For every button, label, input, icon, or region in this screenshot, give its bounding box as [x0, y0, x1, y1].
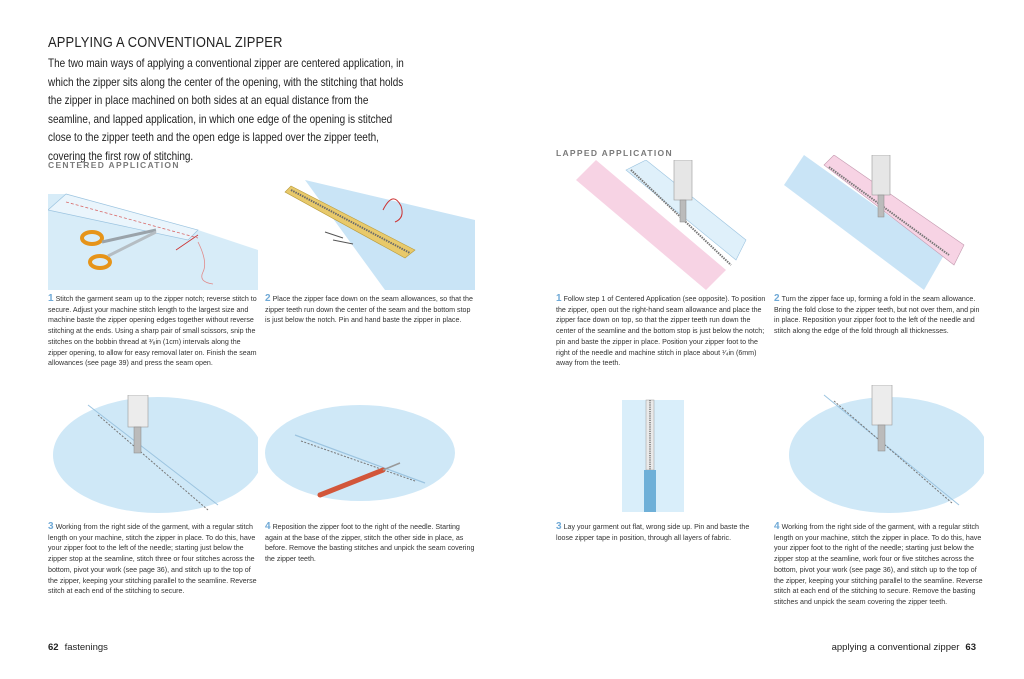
step-centered-2: [265, 294, 477, 326]
step-number: 1: [48, 293, 54, 304]
step-lapped-2: [774, 294, 986, 337]
step-text: Stitch the garment seam up to the zipper notch; reverse stitch to secure. Adjust your machine stitch length to the largest size and machine baste the zipper opening edges together without reverse stitching at the ends. Using a sharp pair of small scissors, snip the stitches on the bobbin thread at ³⁄₈in (1cm) intervals along the zipper opening, to allow for easy removal later on. Finish the seam allowances (see page 39) and press the seam open.: [48, 295, 257, 368]
illustration-lapped-step2: [774, 155, 984, 290]
step-centered-3: [48, 522, 260, 597]
footer-left: [48, 642, 108, 653]
step-centered-1: [48, 294, 260, 369]
section-heading-centered: CENTERED APPLICATION: [48, 160, 180, 170]
step-text: Turn the zipper face up, forming a fold in the seam allowance. Bring the fold close to the zipper teeth, but not over them, and pin in place. Reposition your zipper foot to the left of the needle and stitch along the edge of the fold through all thicknesses.: [774, 295, 980, 336]
step-number: 2: [774, 293, 780, 304]
page-number-right: 63: [965, 642, 976, 653]
page-number-left: 62: [48, 642, 59, 653]
step-number: 1: [556, 293, 562, 304]
step-text: Lay your garment out flat, wrong side up. Pin and baste the loose zipper tape in position, through all layers of fabric.: [556, 523, 750, 542]
page-title: APPLYING A CONVENTIONAL ZIPPER: [48, 34, 283, 51]
illustration-lapped-step3: [556, 395, 766, 517]
step-lapped-3: [556, 522, 768, 543]
section-heading-lapped: LAPPED APPLICATION: [556, 148, 673, 158]
illustration-lapped-step1: [556, 160, 766, 290]
step-text: Reposition the zipper foot to the right of the needle. Starting again at the base of the zipper, stitch the other side in place, as before. Remove the basting stitches and unpick the seam covering the zipper teeth.: [265, 523, 475, 564]
step-lapped-4: [774, 522, 986, 608]
illustration-centered-step4: [265, 395, 475, 517]
step-text: Working from the right side of the garment, with a regular stitch length on your machine, stitch the zipper in place. To do this, have your zipper foot to the right of the needle; starting just below the zipper stop at the seamline, work four or five stitches across the bottom, pivot your work (see page 36), and stitch up to the top of the zipper, keeping your stitching parallel to the seamline. Reverse stitch at each end of the stitching to secure. Remove the basting stitches and unpick the seam covering the zipper teeth.: [774, 523, 983, 606]
step-number: 4: [265, 521, 271, 532]
step-centered-4: [265, 522, 477, 565]
illustration-centered-step2: [265, 180, 475, 290]
step-text: Follow step 1 of Centered Application (see opposite). To position the zipper, open out the right-hand seam allowance and place the zipper face down on top, so that the zipper teeth run down the center of the seamline and the bottom stop is just below the notch; pin and baste the zipper in place. Position your zipper foot to the right of the needle and machine stitch in place about ¹⁄₄in (6mm) away from the teeth.: [556, 295, 766, 368]
illustration-centered-step3: [48, 395, 258, 517]
footer-right: [832, 642, 976, 653]
step-number: 4: [774, 521, 780, 532]
step-text: Working from the right side of the garment, with a regular stitch length on your machine, stitch the zipper in place. To do this, have your zipper foot to the left of the needle; starting just below the zipper stop at the seamline, stitch three or four stitches across the bottom, pivot your work (see page 36), and stitch up to the top of the zipper, keeping your stitching parallel to the seamline. Reverse stitch at each end of the stitching to secure.: [48, 523, 257, 596]
step-text: Place the zipper face down on the seam allowances, so that the zipper teeth run down the center of the seam and the bottom stop is just below the notch. Pin and hand baste the zipper in place.: [265, 295, 473, 325]
step-number: 3: [48, 521, 54, 532]
step-number: 3: [556, 521, 562, 532]
step-number: 2: [265, 293, 271, 304]
footer-left-label: fastenings: [64, 642, 108, 653]
step-lapped-1: [556, 294, 768, 369]
illustration-lapped-step4: [774, 385, 984, 517]
illustration-centered-step1: [48, 180, 258, 290]
footer-right-label: applying a conventional zipper: [831, 642, 960, 653]
intro-paragraph: The two main ways of applying a conventional zipper are centered application, in which the zipper sits along the center of the opening, with the stitching that holds the zipper in place machined on both sides at an equal distance from the seamline, and lapped application, in which one edge of the opening is stitched close to the zipper teeth and the open edge is lapped over the zipper teeth, covering the first row of stitching.: [48, 57, 404, 163]
